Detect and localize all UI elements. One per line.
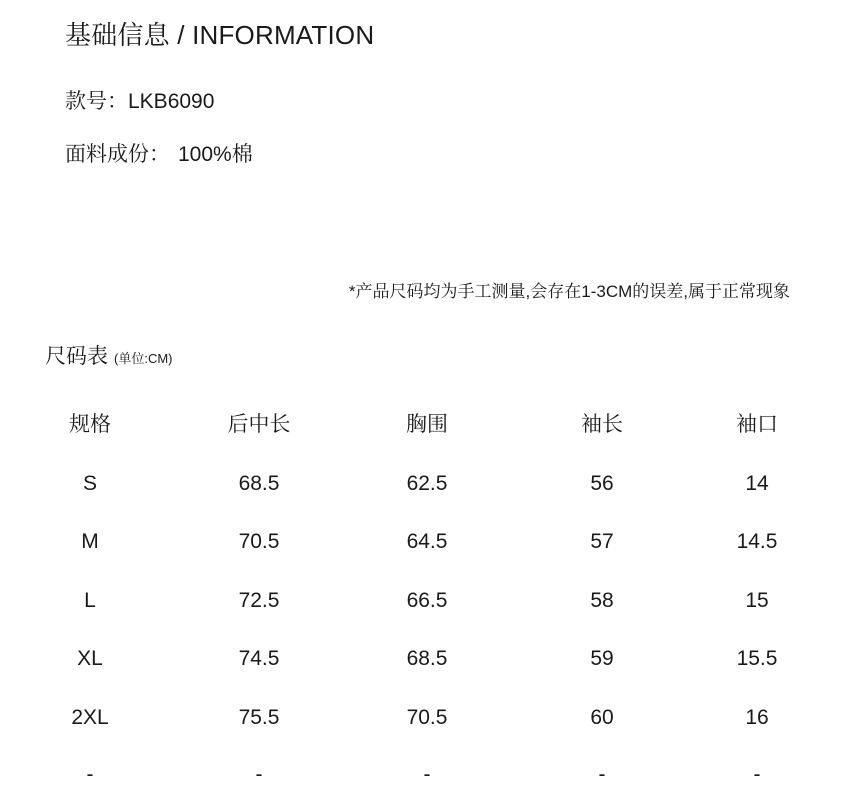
table-row — [0, 703, 854, 733]
size-label-cell: L — [84, 589, 96, 612]
table-cell: 58 — [590, 589, 614, 612]
style-number-line — [65, 87, 214, 117]
table-cell: - — [255, 763, 263, 786]
table-header-cell: 袖口 — [736, 413, 778, 436]
table-header-cell: 规格 — [69, 413, 111, 436]
table-cell: 16 — [745, 706, 769, 729]
fabric-label: 面料成份： — [65, 143, 170, 166]
table-header-cell: 后中长 — [227, 413, 291, 436]
table-cell: - — [423, 763, 431, 786]
table-cell: 64.5 — [406, 530, 448, 553]
table-cell: 59 — [590, 647, 614, 670]
table-cell: 15.5 — [736, 647, 778, 670]
size-table-title — [45, 342, 173, 374]
table-header-row — [0, 410, 854, 440]
table-cell: 56 — [590, 472, 614, 495]
table-cell: 75.5 — [238, 706, 280, 729]
table-header-cell: 胸围 — [406, 413, 448, 436]
size-label-cell: XL — [77, 647, 103, 670]
table-cell: 68.5 — [238, 472, 280, 495]
table-cell: 57 — [590, 530, 614, 553]
style-number-label: 款号： — [65, 90, 128, 113]
table-row — [0, 760, 854, 790]
table-cell: 14 — [745, 472, 769, 495]
size-label-cell: M — [81, 530, 99, 553]
size-table-heading: 尺码表 — [45, 345, 108, 368]
table-cell: 74.5 — [238, 647, 280, 670]
fabric-line — [65, 140, 253, 170]
size-label-cell: - — [86, 763, 94, 786]
table-cell: 72.5 — [238, 589, 280, 612]
size-table-unit: (单位:CM) — [114, 351, 173, 366]
page-title: 基础信息 / INFORMATION — [65, 20, 375, 50]
table-cell: 14.5 — [736, 530, 778, 553]
style-number-value: LKB6090 — [128, 90, 215, 113]
table-row — [0, 527, 854, 557]
table-cell: 60 — [590, 706, 614, 729]
table-cell: 15 — [745, 589, 769, 612]
table-cell: - — [598, 763, 606, 786]
size-label-cell: 2XL — [71, 706, 109, 729]
measurement-note: *产品尺码均为手工测量,会存在1-3CM的误差,属于正常现象 — [348, 282, 790, 301]
fabric-value: 100%棉 — [178, 143, 253, 166]
table-cell: - — [753, 763, 761, 786]
size-label-cell: S — [82, 472, 97, 495]
table-cell: 62.5 — [406, 472, 448, 495]
table-row — [0, 644, 854, 674]
table-cell: 70.5 — [406, 706, 448, 729]
table-cell: 68.5 — [406, 647, 448, 670]
table-row — [0, 469, 854, 499]
table-header-cell: 袖长 — [581, 413, 623, 436]
table-row — [0, 586, 854, 616]
table-cell: 70.5 — [238, 530, 280, 553]
table-cell: 66.5 — [406, 589, 448, 612]
